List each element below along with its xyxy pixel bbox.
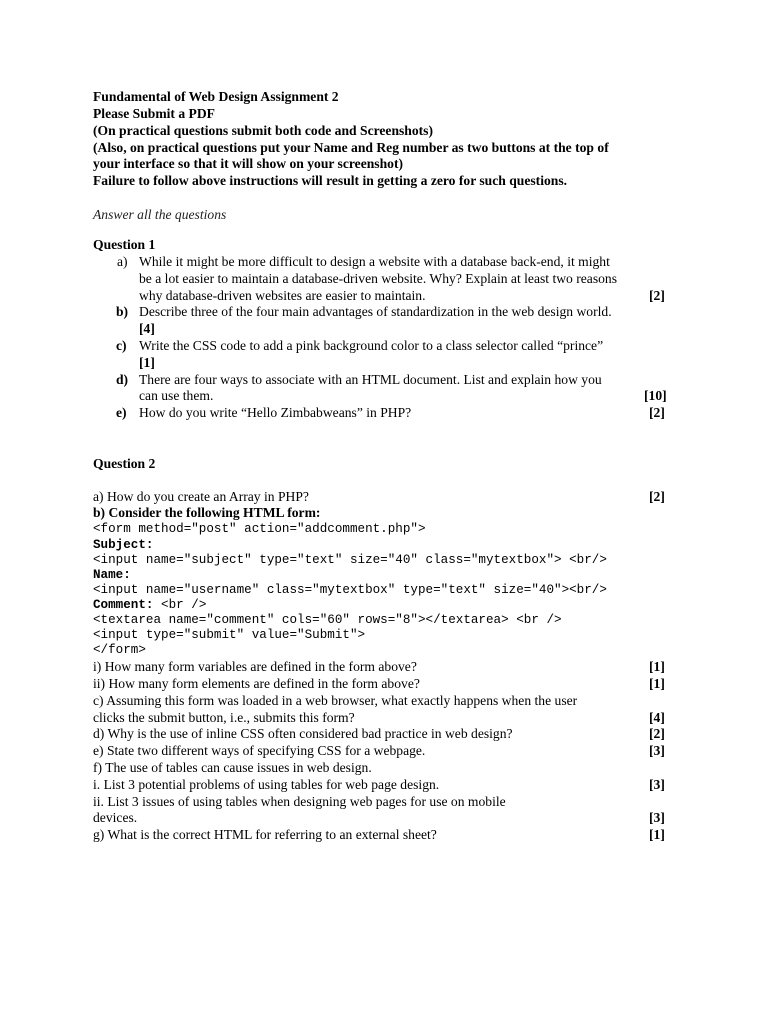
- q2e-text: e) State two different ways of specifying CSS for a webpage.: [93, 743, 426, 758]
- q2g-text: g) What is the correct HTML for referring to an external sheet?: [93, 827, 437, 842]
- q2c-marks: [4]: [649, 710, 665, 725]
- q2fii-line1: ii. List 3 issues of using tables when designing web pages for use on mobile: [93, 794, 506, 809]
- question-1-heading: Question 1: [93, 237, 156, 252]
- answer-all-instruction: Answer all the questions: [93, 207, 227, 222]
- q2c-line2: clicks the submit button, i.e., submits this form?: [93, 710, 355, 725]
- q2ii-marks: [1]: [649, 676, 665, 691]
- q2fii-marks: [3]: [649, 810, 665, 825]
- code-comment-label: Comment:: [93, 598, 154, 612]
- buttons-note-line2: your interface so that it will show on your screenshot): [93, 156, 404, 171]
- q1d-line2: can use them.: [139, 388, 214, 403]
- q1e-label: e): [116, 405, 127, 420]
- q1a-marks: [2]: [649, 288, 665, 303]
- q2fi-marks: [3]: [649, 777, 665, 792]
- q2fii-line2: devices.: [93, 810, 138, 825]
- question-2-heading: Question 2: [93, 456, 156, 471]
- submit-instruction: Please Submit a PDF: [93, 106, 215, 121]
- q1a-line3: why database-driven websites are easier to maintain.: [139, 288, 426, 303]
- code-line-submit: <input type="submit" value="Submit">: [93, 628, 366, 642]
- practical-note: (On practical questions submit both code and Screenshots): [93, 123, 434, 138]
- q2i-marks: [1]: [649, 659, 665, 674]
- q1d-marks: [10]: [644, 388, 667, 403]
- q1e-marks: [2]: [649, 405, 665, 420]
- code-line-name-input: <input name="username" class="mytextbox" type="text" size="40"><br/>: [93, 583, 607, 597]
- code-line-form-open: <form method="post" action="addcomment.php">: [93, 522, 426, 536]
- q1a-line2: be a lot easier to maintain a database-driven website. Why? Explain at least two reasons: [139, 271, 618, 286]
- q2g-marks: [1]: [649, 827, 665, 842]
- warning-note: Failure to follow above instructions will result in getting a zero for such questions.: [93, 173, 568, 188]
- q2fi-text: i. List 3 potential problems of using tables for web page design.: [93, 777, 440, 792]
- q1c-line1: Write the CSS code to add a pink background color to a class selector called “prince”: [139, 338, 604, 353]
- q1e-line1: How do you write “Hello Zimbabweans” in PHP?: [139, 405, 412, 420]
- q1c-label: c): [116, 338, 127, 353]
- code-line-form-close: </form>: [93, 643, 146, 657]
- q2ii-text: ii) How many form elements are defined in the form above?: [93, 676, 420, 691]
- q2a-marks: [2]: [649, 489, 665, 504]
- q2f-text: f) The use of tables can cause issues in web design.: [93, 760, 372, 775]
- q2e-marks: [3]: [649, 743, 665, 758]
- code-line-name-label: Name:: [93, 568, 131, 582]
- q1c-marks: [1]: [139, 355, 155, 370]
- buttons-note-line1: (Also, on practical questions put your Name and Reg number as two buttons at the top of: [93, 140, 609, 155]
- q1b-label: b): [116, 304, 129, 319]
- q2a-text: a) How do you create an Array in PHP?: [93, 489, 309, 504]
- q2i-text: i) How many form variables are defined in the form above?: [93, 659, 417, 674]
- q2d-marks: [2]: [649, 726, 665, 741]
- code-line-textarea: <textarea name="comment" cols="60" rows="8"></textarea> <br />: [93, 613, 562, 627]
- q2b-text: b) Consider the following HTML form:: [93, 505, 321, 520]
- q2d-text: d) Why is the use of inline CSS often considered bad practice in web design?: [93, 726, 513, 741]
- q1b-line1: Describe three of the four main advantages of standardization in the web design world.: [139, 304, 612, 319]
- q1b-marks: [4]: [139, 321, 155, 336]
- code-comment-break: <br />: [153, 598, 207, 612]
- q1a-label: a): [117, 254, 128, 269]
- q2c-line1: c) Assuming this form was loaded in a web browser, what exactly happens when the user: [93, 693, 578, 708]
- q1d-label: d): [116, 372, 129, 387]
- q1a-line1: While it might be more difficult to design a website with a database back-end, it might: [139, 254, 610, 269]
- code-line-subject-label: Subject:: [93, 538, 154, 552]
- q1d-line1: There are four ways to associate with an HTML document. List and explain how you: [139, 372, 602, 387]
- assignment-title: Fundamental of Web Design Assignment 2: [93, 89, 339, 104]
- code-line-subject-input: <input name="subject" type="text" size="40" class="mytextbox"> <br/>: [93, 553, 607, 567]
